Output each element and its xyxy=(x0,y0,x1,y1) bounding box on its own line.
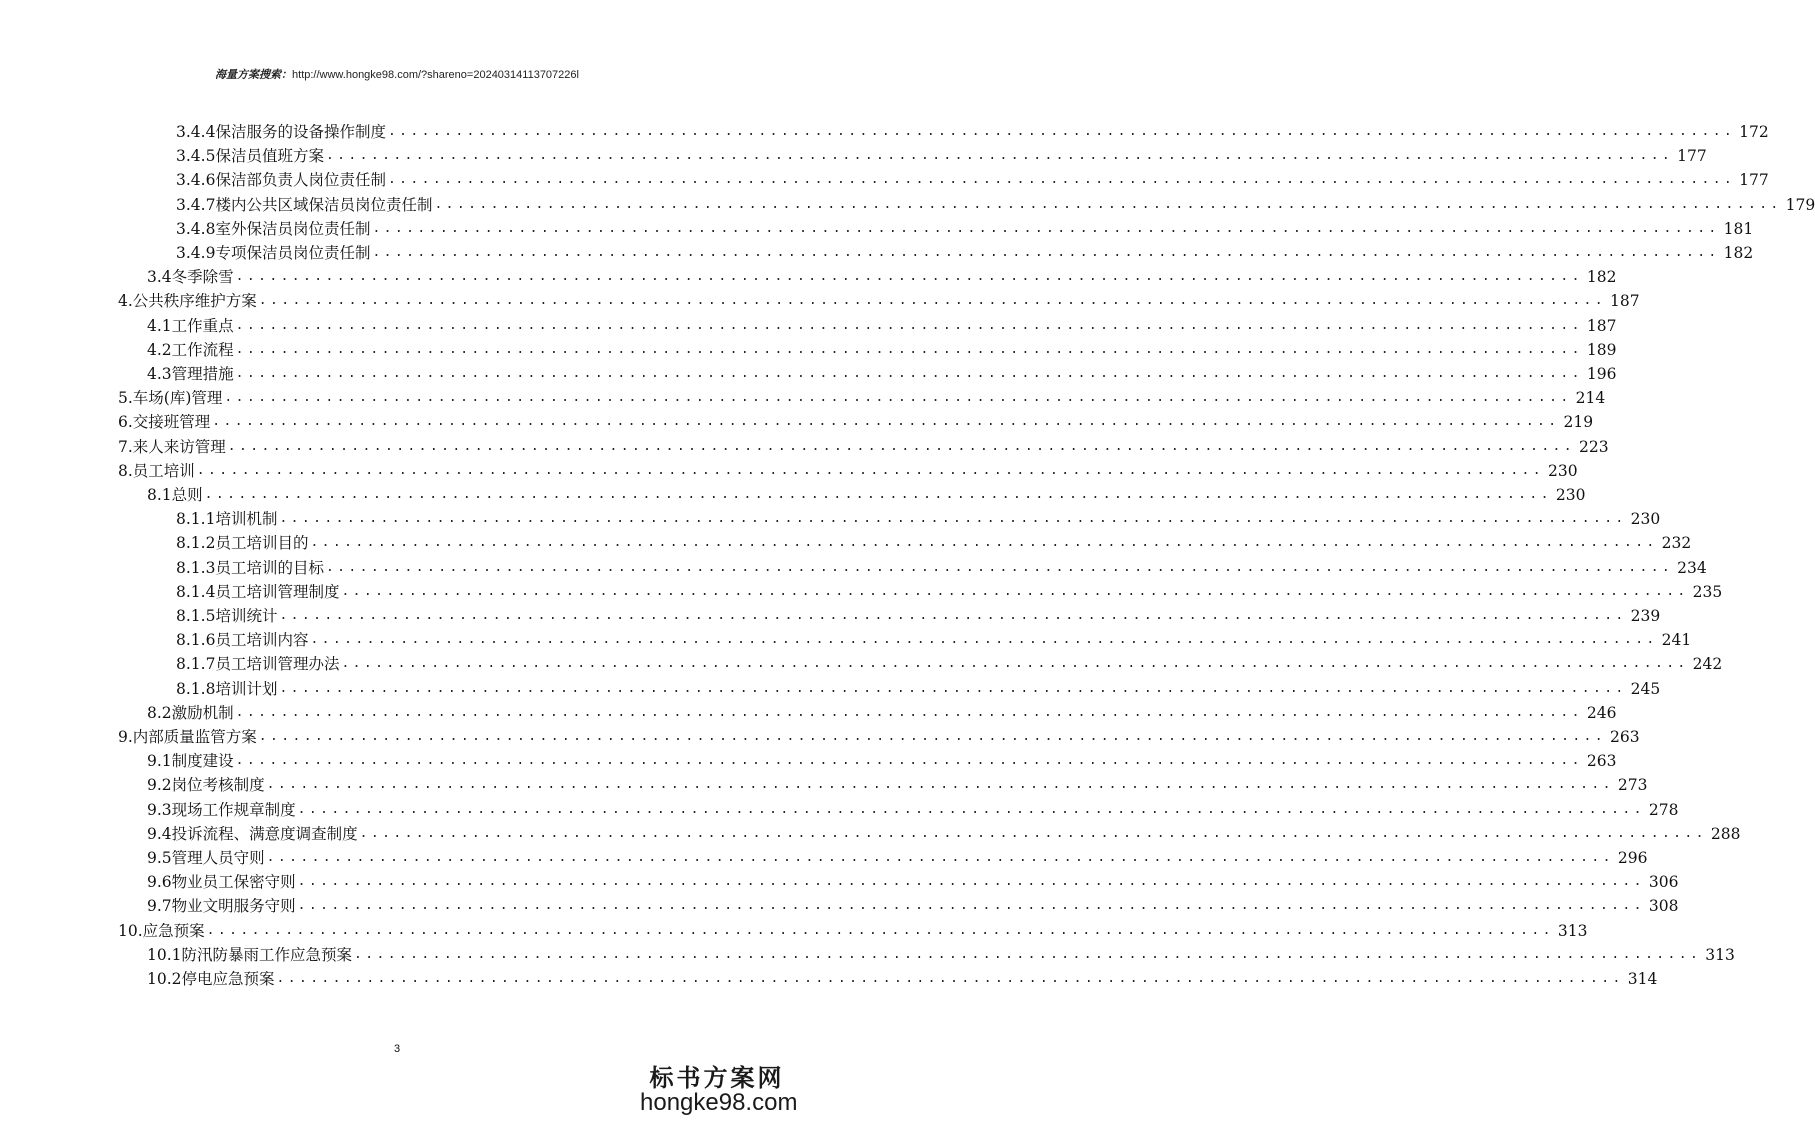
toc-entry[interactable] xyxy=(147,312,1617,336)
toc-entry-title: 9.5管理人员守则 xyxy=(147,849,265,867)
toc-entry-title: 3.4.4保洁服务的设备操作制度 xyxy=(176,123,386,141)
toc-dot-leader: ........................................................................................................................ xyxy=(387,172,1736,187)
toc-dot-leader: ........................................................................................................................ xyxy=(266,777,1614,792)
toc-entry-title: 8.1.1培训机制 xyxy=(176,510,278,528)
toc-entry-title: 6.交接班管理 xyxy=(118,413,211,431)
toc-entry-page: 181 xyxy=(1723,220,1754,238)
toc-dot-leader: ........................................................................................................................ xyxy=(196,463,1544,478)
toc-dot-leader: ........................................................................................................................ xyxy=(372,245,1720,260)
toc-entry-title: 4.公共秩序维护方案 xyxy=(118,292,257,310)
toc-entry-page: 313 xyxy=(1557,922,1588,940)
toc-dot-leader: ........................................................................................................................ xyxy=(235,753,1583,768)
toc-dot-leader: ........................................................................................................................ xyxy=(258,729,1606,744)
toc-entry-title: 8.1.4员工培训管理制度 xyxy=(176,583,340,601)
toc-dot-leader: ........................................................................................................................ xyxy=(279,511,1627,526)
toc-entry-title: 3.4.9专项保洁员岗位责任制 xyxy=(176,244,371,262)
toc-entry-title: 3.4.7楼内公共区域保洁员岗位责任制 xyxy=(176,196,433,214)
toc-entry[interactable] xyxy=(147,796,1679,820)
toc-entry[interactable] xyxy=(176,118,1769,142)
toc-entry-title: 9.3现场工作规章制度 xyxy=(147,801,296,819)
toc-dot-leader: ........................................................................................................................ xyxy=(279,681,1627,696)
toc-entry-page: 314 xyxy=(1627,970,1658,988)
toc-entry-page: 177 xyxy=(1677,147,1707,165)
toc-entry[interactable] xyxy=(176,578,1723,602)
toc-entry[interactable] xyxy=(147,892,1679,916)
toc-entry[interactable] xyxy=(118,433,1609,457)
toc-dot-leader: ........................................................................................................................ xyxy=(325,560,1674,575)
toc-entry-title: 3.4.5保洁员值班方案 xyxy=(176,147,324,165)
toc-entry-page: 179 xyxy=(1785,196,1815,214)
toc-dot-leader: ........................................................................................................................ xyxy=(341,584,1689,599)
toc-entry[interactable] xyxy=(176,142,1707,166)
toc-entry[interactable] xyxy=(147,699,1617,723)
toc-entry[interactable] xyxy=(176,602,1661,626)
toc-entry[interactable] xyxy=(176,191,1815,215)
toc-entry-title: 10.应急预案 xyxy=(118,922,205,940)
toc-entry[interactable] xyxy=(176,650,1723,674)
toc-dot-leader: ........................................................................................................................ xyxy=(204,487,1552,502)
toc-entry[interactable] xyxy=(118,917,1588,941)
toc-entry-page: 214 xyxy=(1575,389,1606,407)
toc-entry[interactable] xyxy=(176,626,1692,650)
toc-entry-page: 313 xyxy=(1705,946,1735,964)
toc-dot-leader: ........................................................................................................................ xyxy=(235,705,1583,720)
toc-entry[interactable] xyxy=(147,771,1648,795)
toc-entry[interactable] xyxy=(147,868,1679,892)
toc-entry-page: 306 xyxy=(1648,873,1679,891)
toc-entry-title: 9.4投诉流程、满意度调查制度 xyxy=(147,825,358,843)
toc-entry-page: 230 xyxy=(1548,462,1578,480)
toc-dot-leader: ........................................................................................................................ xyxy=(235,342,1583,357)
toc-dot-leader: ........................................................................................................................ xyxy=(227,439,1575,454)
toc-entry-title: 8.2激励机制 xyxy=(147,704,234,722)
toc-entry-page: 187 xyxy=(1586,317,1617,335)
toc-entry-page: 187 xyxy=(1610,292,1640,310)
toc-entry-page: 232 xyxy=(1661,534,1692,552)
toc-entry-page: 219 xyxy=(1563,413,1594,431)
toc-entry-title: 3.4.6保洁部负责人岗位责任制 xyxy=(176,171,386,189)
watermark-cn: 标书方案网 xyxy=(649,1063,785,1092)
header-label: 海量方案搜索： xyxy=(215,69,293,81)
toc-dot-leader: ........................................................................................................................ xyxy=(354,947,1702,962)
toc-entry[interactable] xyxy=(118,457,1578,481)
toc-dot-leader: ........................................................................................................................ xyxy=(387,124,1736,139)
toc-entry-title: 10.2停电应急预案 xyxy=(147,970,275,988)
toc-dot-leader: ........................................................................................................................ xyxy=(235,366,1583,381)
site-watermark-logo xyxy=(640,1063,798,1116)
toc-entry-title: 8.员工培训 xyxy=(118,462,195,480)
toc-entry[interactable] xyxy=(147,481,1586,505)
toc-entry-title: 9.7物业文明服务守则 xyxy=(147,897,296,915)
toc-entry-title: 8.1.6员工培训内容 xyxy=(176,631,309,649)
toc-entry[interactable] xyxy=(147,747,1617,771)
toc-dot-leader: ........................................................................................................................ xyxy=(279,608,1627,623)
toc-entry-title: 4.3管理措施 xyxy=(147,365,234,383)
toc-entry-page: 263 xyxy=(1610,728,1640,746)
toc-dot-leader: ........................................................................................................................ xyxy=(235,318,1583,333)
toc-entry[interactable] xyxy=(118,408,1594,432)
toc-dot-leader: ........................................................................................................................ xyxy=(434,197,1782,212)
toc-entry[interactable] xyxy=(118,723,1640,747)
toc-entry-title: 9.2岗位考核制度 xyxy=(147,776,265,794)
toc-entry-page: 308 xyxy=(1648,897,1679,915)
toc-entry[interactable] xyxy=(176,505,1661,529)
toc-entry[interactable] xyxy=(176,239,1754,263)
toc-dot-leader: ........................................................................................................................ xyxy=(224,390,1572,405)
toc-entry-page: 189 xyxy=(1586,341,1617,359)
page-number: 3 xyxy=(393,1043,401,1055)
toc-entry-title: 3.4.8室外保洁员岗位责任制 xyxy=(176,220,371,238)
toc-entry-title: 8.1.3员工培训的目标 xyxy=(176,559,324,577)
toc-entry-page: 278 xyxy=(1648,801,1679,819)
toc-entry[interactable] xyxy=(147,336,1617,360)
toc-dot-leader: ........................................................................................................................ xyxy=(212,414,1560,429)
toc-entry-page: 296 xyxy=(1617,849,1648,867)
toc-entry-page: 242 xyxy=(1692,655,1723,673)
toc-entry[interactable] xyxy=(147,965,1658,989)
toc-entry[interactable] xyxy=(147,263,1617,287)
toc-entry-title: 8.1总则 xyxy=(147,486,203,504)
toc-dot-leader: ........................................................................................................................ xyxy=(258,293,1606,308)
toc-entry-page: 234 xyxy=(1677,559,1707,577)
toc-entry-page: 196 xyxy=(1586,365,1617,383)
toc-entry-page: 245 xyxy=(1630,680,1661,698)
toc-dot-leader: ........................................................................................................................ xyxy=(266,850,1614,865)
watermark-en: hongke98.com xyxy=(640,1089,798,1116)
toc-dot-leader: ........................................................................................................................ xyxy=(297,874,1645,889)
toc-entry-title: 9.6物业员工保密守则 xyxy=(147,873,296,891)
toc-entry-title: 3.4冬季除雪 xyxy=(147,268,234,286)
toc-dot-leader: ........................................................................................................................ xyxy=(359,826,1707,841)
toc-entry[interactable] xyxy=(147,820,1741,844)
toc-entry-title: 8.1.5培训统计 xyxy=(176,607,278,625)
toc-entry-page: 182 xyxy=(1586,268,1617,286)
toc-dot-leader: ........................................................................................................................ xyxy=(341,656,1689,671)
toc-dot-leader: ........................................................................................................................ xyxy=(276,971,1624,986)
toc-dot-leader: ........................................................................................................................ xyxy=(206,923,1554,938)
toc-entry-page: 288 xyxy=(1710,825,1741,843)
toc-entry-title: 8.1.8培训计划 xyxy=(176,680,278,698)
toc-dot-leader: ........................................................................................................................ xyxy=(297,802,1645,817)
toc-entry-page: 263 xyxy=(1586,752,1617,770)
toc-entry-page: 241 xyxy=(1661,631,1692,649)
toc-entry-title: 8.1.7员工培训管理办法 xyxy=(176,655,340,673)
toc-entry-title: 7.来人来访管理 xyxy=(118,438,226,456)
toc-entry-title: 4.2工作流程 xyxy=(147,341,234,359)
toc-dot-leader: ........................................................................................................................ xyxy=(310,535,1658,550)
toc-entry[interactable] xyxy=(118,287,1640,311)
toc-dot-leader: ........................................................................................................................ xyxy=(310,632,1658,647)
toc-entry[interactable] xyxy=(176,166,1769,190)
toc-entry[interactable] xyxy=(147,844,1648,868)
toc-entry-title: 9.内部质量监管方案 xyxy=(118,728,257,746)
toc-entry-page: 223 xyxy=(1579,438,1609,456)
toc-entry-page: 230 xyxy=(1555,486,1586,504)
toc-entry-title: 5.车场(库)管理 xyxy=(118,389,223,407)
toc-dot-leader: ........................................................................................................................ xyxy=(325,148,1674,163)
toc-entry[interactable] xyxy=(176,554,1707,578)
toc-dot-leader: ........................................................................................................................ xyxy=(297,898,1645,913)
toc-entry[interactable] xyxy=(176,675,1661,699)
toc-entry-page: 172 xyxy=(1739,123,1769,141)
toc-entry-title: 8.1.2员工培训目的 xyxy=(176,534,309,552)
toc-entry-page: 235 xyxy=(1692,583,1723,601)
toc-entry-title: 9.1制度建设 xyxy=(147,752,234,770)
toc-entry-page: 182 xyxy=(1723,244,1754,262)
toc-dot-leader: ........................................................................................................................ xyxy=(372,221,1720,236)
toc-dot-leader: ........................................................................................................................ xyxy=(235,269,1583,284)
toc-entry-page: 273 xyxy=(1617,776,1648,794)
toc-entry-page: 246 xyxy=(1586,704,1617,722)
toc-entry-page: 239 xyxy=(1630,607,1661,625)
toc-entry[interactable] xyxy=(118,384,1606,408)
page-header xyxy=(0,66,794,82)
toc-entry-page: 177 xyxy=(1739,171,1769,189)
toc-entry[interactable] xyxy=(147,360,1617,384)
toc-entry[interactable] xyxy=(176,215,1754,239)
toc-entry[interactable] xyxy=(147,941,1735,965)
toc-entry-title: 10.1防汛防暴雨工作应急预案 xyxy=(147,946,353,964)
header-url[interactable]: http://www.hongke98.com/?shareno=20240314113707226l xyxy=(292,69,579,81)
toc-entry[interactable] xyxy=(176,529,1692,553)
toc-entry-title: 4.1工作重点 xyxy=(147,317,234,335)
toc-entry-page: 230 xyxy=(1630,510,1661,528)
